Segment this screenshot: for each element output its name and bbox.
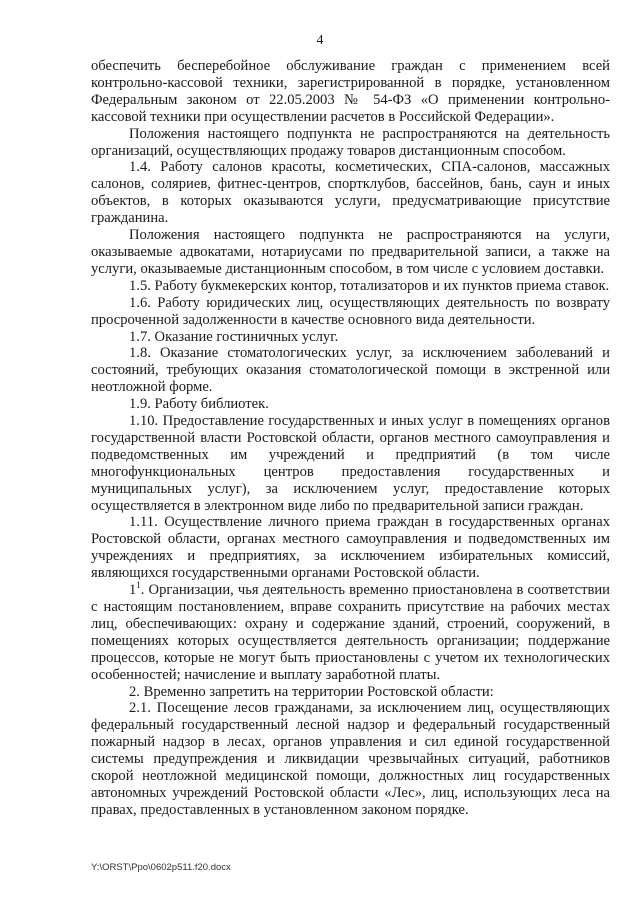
paragraph-1-8: 1.8. Оказание стоматологических услуг, за исключением заболеваний и состояний, требующих оказания стоматологической помощи в экстренной или неотложной форме. [91, 345, 610, 396]
paragraph-text: . Организации, чья деятельность временно приостановлена в соответствии с настоящим постановлением, вправе сохранить присутствие на рабочих местах лиц, обеспечивающих: охрану и содержание зданий, строений, сооружений, в помещениях которых осуществляется деятельность организации; поддержание процессов, которые не могут быть приостановлены с учетом их технологических особенностей; начисление и выплату заработной платы. [91, 582, 610, 683]
paragraph-1-6: 1.6. Работу юридических лиц, осуществляющих деятельность по возврату просроченной задолженности в качестве основного вида деятельности. [91, 294, 610, 328]
superscript-index: 1 [136, 580, 141, 591]
document-body [91, 58, 610, 819]
paragraph-1-9: 1.9. Работу библиотек. [129, 396, 269, 413]
paragraph-number: 1 [129, 582, 137, 599]
paragraph-continuation: обеспечить бесперебойное обслуживание граждан с применением всей контрольно-кассовой техники, зарегистрированной в порядке, установленном Федеральным законом от 22.05.2003 № 54-ФЗ «О применении контрольно-кассовой техники при осуществлении расчетов в Российской Федерации». [91, 58, 610, 125]
footer-file-path: Y:\ORST\Ppo\0602p511.f20.docx [91, 862, 231, 873]
paragraph-exception-note-1: Положения настоящего подпункта не распространяются на деятельность организаций, осуществляющих продажу товаров дистанционным способом. [91, 125, 610, 159]
paragraph-1-superscript-1 [91, 582, 610, 683]
paragraph-2: 2. Временно запретить на территории Ростовской области: [129, 683, 494, 700]
paragraph-1-11: 1.11. Осуществление личного приема граждан в государственных органах Ростовской области, органах местного самоуправления и подведомственных им учреждениях и предприятиях, за исключением избирательных комиссий, являющихся государственными органами Ростовской области. [91, 514, 610, 582]
page-number: 4 [316, 33, 324, 48]
paragraph-2-1: 2.1. Посещение лесов гражданами, за исключением лиц, осуществляющих федеральный государственный лесной надзор и федеральный государственный пожарный надзор в лесах, органов управления и сил единой государственной системы предупреждения и ликвидации чрезвычайных ситуаций, работников скорой неотложной медицинской помощи, должностных лиц государственных автономных учреждений Ростовской области «Лес», лиц, использующих леса на правах, предоставленных в установленном законом порядке. [91, 700, 610, 818]
paragraph-1-7: 1.7. Оказание гостиничных услуг. [129, 328, 339, 345]
paragraph-1-5: 1.5. Работу букмекерских контор, тотализаторов и их пунктов приема ставок. [129, 277, 610, 294]
paragraph-1-10: 1.10. Предоставление государственных и иных услуг в помещениях органов государственной власти Ростовской области, органов местного самоуправления и подведомственных им учреждений и предприятий (в том числе многофункциональных центров предоставления государственных и муниципальных услуг), за исключением услуг, предоставление которых осуществляется в электронном виде либо по предварительной записи граждан. [91, 413, 610, 514]
paragraph-1-4: 1.4. Работу салонов красоты, косметических, СПА-салонов, массажных салонов, соляриев, фитнес-центров, спортклубов, бассейнов, бань, саун и иных объектов, в которых оказываются услуги, предусматривающие присутствие гражданина. [91, 159, 610, 227]
paragraph-exception-note-2: Положения настоящего подпункта не распространяются на услуги, оказываемые адвокатами, нотариусами по предварительной записи, а также на услуги, оказываемые дистанционным способом, в том числе с условием доставки. [91, 227, 610, 277]
